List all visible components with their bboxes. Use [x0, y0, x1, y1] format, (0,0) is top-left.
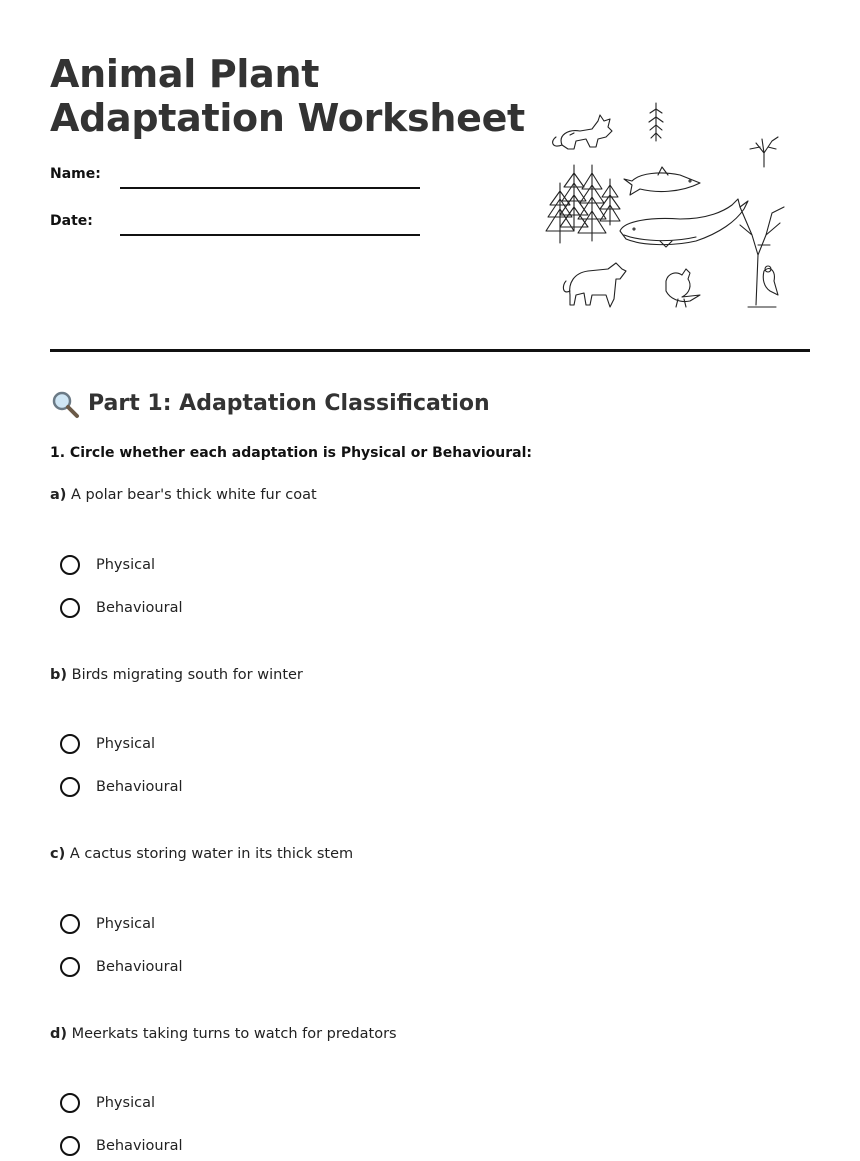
radio-circle[interactable]	[60, 914, 80, 934]
name-field[interactable]	[120, 187, 420, 189]
tree-with-bird-icon	[740, 207, 784, 307]
radio-circle[interactable]	[60, 777, 80, 797]
question-letter: d)	[50, 1026, 68, 1042]
worksheet-title	[50, 52, 525, 140]
whale-icon	[620, 199, 748, 247]
pine-trees-icon	[546, 165, 620, 243]
question-text: A cactus storing water in its thick stem	[69, 846, 354, 862]
question-c	[50, 846, 353, 862]
question-text: Birds migrating south for winter	[71, 667, 303, 683]
radio-circle[interactable]	[60, 598, 80, 618]
magnifying-glass-icon	[50, 389, 80, 419]
shrub-icon	[750, 137, 778, 167]
date-field[interactable]	[120, 234, 420, 236]
radio-circle[interactable]	[60, 1136, 80, 1156]
option-label: Physical	[96, 736, 155, 752]
option-label: Behavioural	[96, 600, 183, 616]
option-label: Physical	[96, 916, 155, 932]
animals-plants-illustration-icon	[540, 95, 800, 315]
twig-icon	[649, 103, 663, 141]
question-text: Meerkats taking turns to watch for predators	[71, 1026, 397, 1042]
title-line-1: Animal Plant	[50, 52, 320, 96]
option-behavioural[interactable]	[60, 777, 183, 797]
option-label: Behavioural	[96, 779, 183, 795]
option-physical[interactable]	[60, 1093, 155, 1113]
option-physical[interactable]	[60, 734, 155, 754]
question-letter: b)	[50, 667, 68, 683]
fish-icon	[624, 167, 700, 195]
option-behavioural[interactable]	[60, 957, 183, 977]
fox-icon	[553, 115, 612, 149]
wolf-icon	[563, 263, 626, 307]
option-label: Physical	[96, 557, 155, 573]
radio-circle[interactable]	[60, 957, 80, 977]
grouse-icon	[666, 269, 700, 307]
question-b	[50, 667, 303, 683]
option-label: Behavioural	[96, 959, 183, 975]
title-line-2: Adaptation Worksheet	[50, 96, 525, 140]
section-heading	[50, 388, 490, 420]
option-behavioural[interactable]	[60, 598, 183, 618]
option-behavioural[interactable]	[60, 1136, 183, 1156]
question-letter: a)	[50, 487, 67, 503]
option-physical[interactable]	[60, 914, 155, 934]
radio-circle[interactable]	[60, 1093, 80, 1113]
question-text: A polar bear's thick white fur coat	[71, 487, 317, 503]
radio-circle[interactable]	[60, 734, 80, 754]
question-letter: c)	[50, 846, 66, 862]
instruction-text: 1. Circle whether each adaptation is Physical or Behavioural:	[50, 445, 532, 461]
radio-circle[interactable]	[60, 555, 80, 575]
date-label: Date:	[50, 213, 93, 229]
option-label: Behavioural	[96, 1138, 183, 1154]
question-a	[50, 487, 317, 503]
question-d	[50, 1026, 397, 1042]
option-label: Physical	[96, 1095, 155, 1111]
name-label: Name:	[50, 166, 101, 182]
option-physical[interactable]	[60, 555, 155, 575]
section-divider	[50, 349, 810, 352]
section-heading-text: Part 1: Adaptation Classification	[88, 391, 490, 416]
